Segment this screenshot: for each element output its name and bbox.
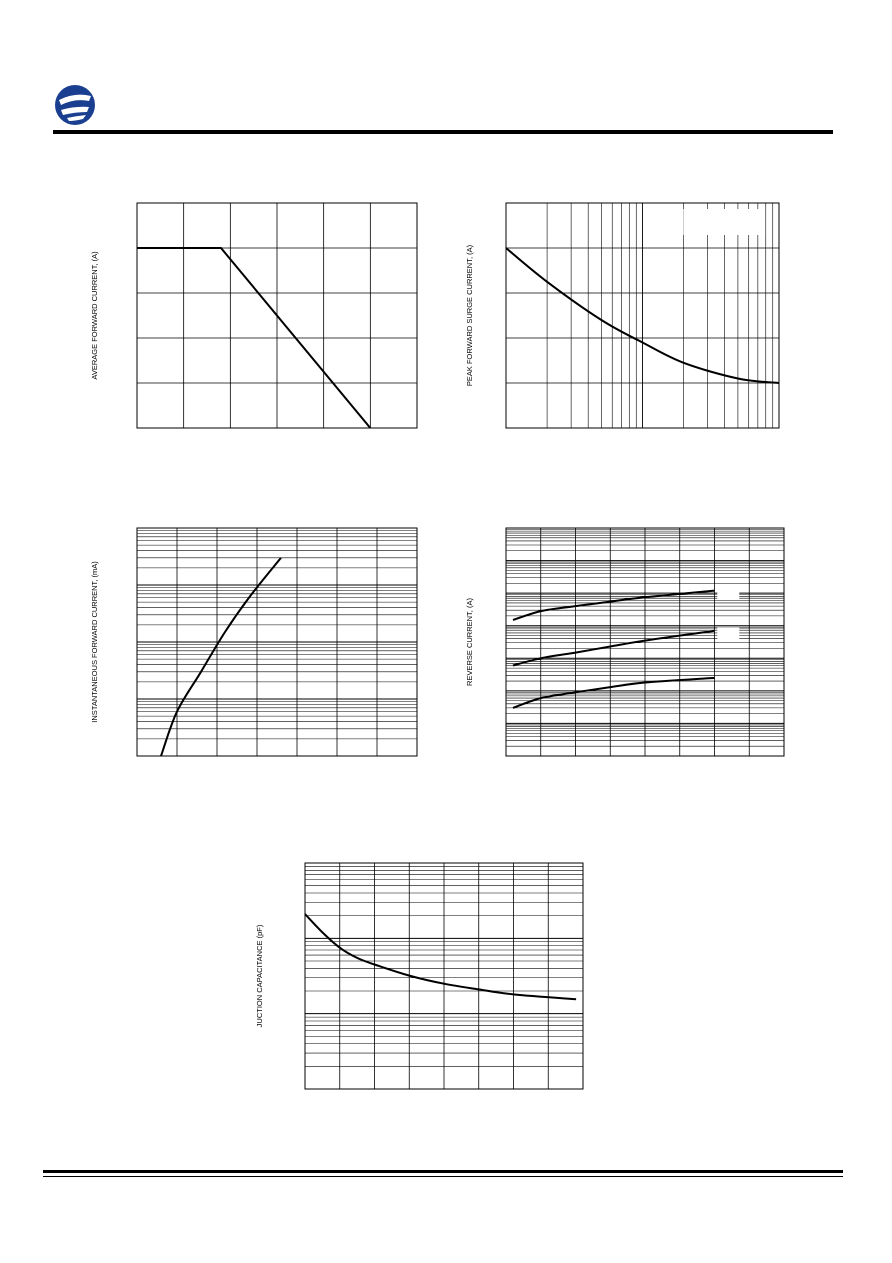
series-line-2: [513, 631, 715, 666]
series-line-1: [513, 591, 715, 620]
company-logo-icon: [53, 83, 97, 127]
y-axis-label: AVERAGE FORWARD CURRENT, (A): [90, 251, 99, 380]
series-line-1: [305, 914, 576, 999]
y-axis-label: INSTANTANEOUS FORWARD CURRENT, (mA): [90, 561, 99, 723]
chart-instantaneous-forward-current: [85, 520, 430, 765]
annotation-box: [717, 585, 739, 599]
chart-junction-capacitance: [250, 855, 595, 1100]
y-axis-label: JUCTION CAPACITANCE (pF): [255, 924, 264, 1028]
series-line-3: [513, 678, 715, 708]
y-axis-label: REVERSE CURRENT, (A): [465, 598, 474, 686]
chart-average-forward-current: [85, 195, 430, 440]
footer-rule: [43, 1170, 843, 1173]
chart-reverse-current: [460, 520, 795, 765]
legend-area: [683, 209, 765, 235]
chart-peak-forward-surge-current: [460, 195, 790, 440]
footer-rule-thin: [43, 1176, 843, 1177]
annotation-box: [717, 627, 739, 641]
y-axis-label: PEAK FORWARD SURGE CURRENT, (A): [465, 244, 474, 387]
header-rule: [53, 130, 833, 134]
